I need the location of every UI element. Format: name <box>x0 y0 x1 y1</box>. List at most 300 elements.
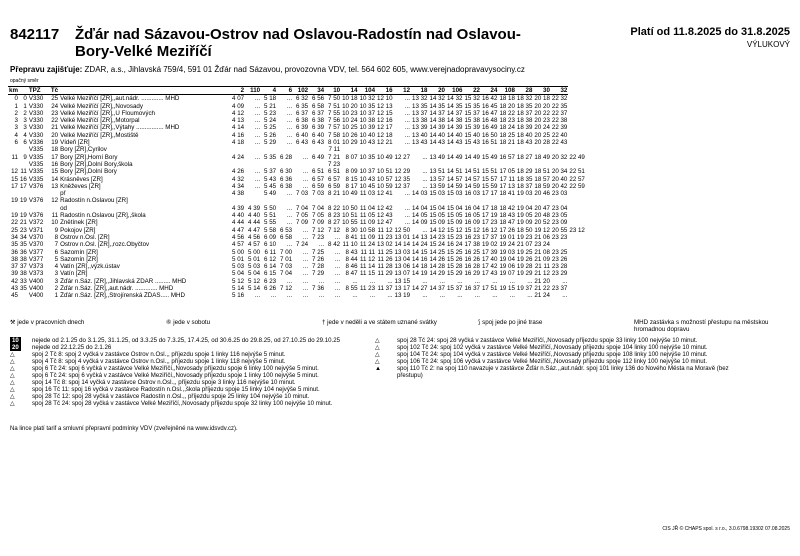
time-cell: 18 21 <box>499 139 515 147</box>
km-cell: 39 <box>11 270 18 278</box>
stop-name: Znětínek [ZR] <box>60 219 98 227</box>
time-cell: 21 12 <box>534 270 550 278</box>
time-cell: 6 58 <box>312 102 325 110</box>
time-cell: 18 39 <box>516 124 533 132</box>
km-opposite-cell <box>19 190 28 197</box>
time-cell: 18 29 <box>516 168 533 176</box>
time-cell: ... <box>334 277 341 285</box>
time-cell: 19 25 <box>516 248 533 256</box>
stop-number-cell <box>50 205 59 212</box>
time-cell: 6 38 <box>296 117 309 125</box>
time-cell: ... <box>422 182 428 190</box>
time-cell: 19 01 <box>499 233 515 241</box>
time-cell: 16 03 <box>464 190 480 198</box>
tpz-cell: V330 <box>28 131 44 139</box>
stop-name: Ostrov n.Osl. [ZR] <box>60 233 110 241</box>
note-symbol: △ <box>375 337 380 344</box>
time-cell: 17 51 <box>481 285 498 293</box>
time-cell: 11 12 <box>377 226 393 234</box>
time-cell: 5 14 <box>248 285 261 293</box>
time-cell: 17 17 <box>481 190 498 198</box>
time-cell: 13 03 <box>394 248 411 256</box>
time-cell: 7 04 <box>280 270 293 278</box>
time-cell: 20 22 <box>534 109 550 117</box>
time-cell: 5 29 <box>264 139 277 147</box>
time-cell: 7 12 <box>312 226 325 234</box>
time-cell: 5 12 <box>248 277 261 285</box>
time-cell: 20 34 <box>551 168 568 176</box>
time-cell: 5 37 <box>264 168 277 176</box>
time-cell: 18 25 <box>499 131 515 139</box>
time-cell: 10 45 <box>359 182 376 190</box>
time-cell <box>245 197 261 204</box>
time-cell: 19 02 <box>481 241 498 249</box>
stop-number-cell: 5 <box>54 255 59 263</box>
time-cell: 6 58 <box>280 233 293 241</box>
table-row <box>8 176 586 183</box>
time-cell: 7 29 <box>312 270 325 278</box>
time-cell: ... <box>286 131 293 139</box>
time-cell: 16 23 <box>464 233 480 241</box>
time-cell: 11 09 <box>360 219 376 227</box>
time-cell: 22 38 <box>551 117 568 125</box>
time-cell: 22 51 <box>569 168 585 176</box>
time-cell: 16 48 <box>481 117 498 125</box>
stop-name: Krásněves [ZR] <box>60 175 103 183</box>
time-cell: 6 15 <box>264 270 277 278</box>
stop-name: Radostín n.Oslavou [ZR] <box>60 197 128 205</box>
time-cell: 17 19 <box>481 212 498 220</box>
time-cell: 15 38 <box>464 117 480 125</box>
km-cell <box>8 146 19 153</box>
time-cell: ... <box>562 277 568 285</box>
time-cell: ... <box>286 241 293 249</box>
km-opposite-cell: 0 <box>23 95 27 103</box>
carrier-info <box>10 65 525 74</box>
time-cell: 16 24 <box>446 241 463 249</box>
time-cell: ... <box>254 139 261 147</box>
stop-name: Ostrov n.Osl. [ZR],,rozc.Obyčtov <box>60 241 150 249</box>
time-cell: 6 39 <box>296 124 309 132</box>
stop-number-cell: 3 <box>54 277 59 285</box>
time-cell: ... <box>422 168 428 176</box>
legend-item <box>478 319 634 333</box>
time-cell: 14 39 <box>429 124 445 132</box>
time-cell: 5 03 <box>232 263 245 271</box>
time-cell: 16 09 <box>464 219 480 227</box>
column-header: km <box>9 87 18 94</box>
legend-symbol: ⚒ <box>10 319 16 326</box>
column-header: TPZ <box>28 87 50 95</box>
table-row <box>8 161 586 168</box>
time-cell: 22 49 <box>569 153 585 161</box>
km-cell: 1 <box>14 102 18 110</box>
time-cell: ... <box>457 277 463 285</box>
km-opposite-cell: 35 <box>19 285 27 293</box>
stop-number-cell: 7 <box>54 241 59 249</box>
note-symbol: △ <box>10 400 15 407</box>
time-cell: ... <box>369 277 376 285</box>
time-cell: 17 23 <box>481 219 498 227</box>
table-row <box>8 278 586 285</box>
time-cell: 16 51 <box>481 139 498 147</box>
time-cell: 18 35 <box>516 102 533 110</box>
time-cell: 7 03 <box>296 190 309 198</box>
stop-number-cell: 23 <box>51 109 59 117</box>
km-cell: 43 <box>11 285 18 293</box>
time-cell: 10 37 <box>359 109 376 117</box>
time-cell: 23 05 <box>551 212 568 220</box>
time-cell: 15 51 <box>481 168 498 176</box>
time-cell: 6 59 <box>312 182 325 190</box>
time-cell: 7 58 <box>328 131 341 139</box>
column-header: 108 <box>498 87 515 95</box>
time-cell: 11 23 <box>377 233 393 241</box>
time-cell: ... <box>302 292 309 300</box>
time-cell: 5 16 <box>232 292 245 300</box>
km-opposite-cell: 16 <box>19 175 27 183</box>
km-cell: 0 <box>14 95 18 103</box>
time-cell: 10 20 <box>342 102 358 110</box>
tpz-cell: V376 <box>28 197 44 205</box>
time-cell: 18 42 <box>499 204 515 212</box>
time-cell <box>261 197 277 204</box>
time-cell: 6 36 <box>280 175 293 183</box>
stop-name: Vatín [ZR] <box>60 270 88 278</box>
table-row <box>8 197 586 204</box>
time-cell: 12 50 <box>394 226 411 234</box>
stop-name: Vídeň [ZR] <box>60 139 90 147</box>
time-cell: 10 51 <box>377 168 393 176</box>
time-cell <box>229 197 245 204</box>
time-cell: 7 57 <box>328 124 341 132</box>
time-cell: 5 58 <box>264 226 277 234</box>
tpz-cell: V376 <box>28 182 44 190</box>
time-cell: 19 12 <box>534 226 550 234</box>
time-cell: 12 16 <box>377 117 393 125</box>
time-cell: 8 21 <box>328 190 341 198</box>
time-cell: 5 55 <box>264 219 277 227</box>
time-cell: 10 38 <box>359 117 376 125</box>
time-cell: 8 07 <box>345 153 358 161</box>
stop-name: Bory [ZR],Dolní Bory,škola <box>60 160 133 168</box>
time-cell: 7 26 <box>312 255 325 263</box>
time-cell: 15 23 <box>446 233 463 241</box>
time-cell: ... <box>286 102 293 110</box>
time-cell: 22 40 <box>551 131 568 139</box>
notes-left-column <box>10 337 380 407</box>
legend-item <box>634 319 790 333</box>
km-opposite-cell <box>19 292 28 299</box>
time-cell: 4 47 <box>232 226 245 234</box>
column-header: 104 <box>359 87 376 95</box>
time-cell: 14 04 <box>412 204 428 212</box>
table-row <box>8 263 586 270</box>
time-cell: 15 24 <box>429 241 445 249</box>
note-item <box>375 358 745 365</box>
time-cell: 23 29 <box>551 270 568 278</box>
legend-symbol: † <box>322 319 326 326</box>
time-cell: ... <box>286 219 293 227</box>
time-cell: 5 00 <box>248 248 261 256</box>
km-opposite-cell: 17 <box>19 182 27 190</box>
note-symbol: ▲ <box>375 365 382 372</box>
km-cell <box>8 161 19 168</box>
column-header: Tč <box>50 87 59 94</box>
time-cell: 6 32 <box>296 95 309 103</box>
time-cell: 19 04 <box>499 255 515 263</box>
time-cell: 19 06 <box>499 263 515 271</box>
time-cell: 14 16 <box>412 255 428 263</box>
time-cell: ... <box>270 292 277 300</box>
legend <box>10 319 790 333</box>
stop-name: Velké Meziříčí [ZR],,Mostiště <box>60 131 139 139</box>
time-cell: ... <box>286 204 293 212</box>
stop-name: Sazomín [ZR] <box>60 248 98 256</box>
time-cell: 6 40 <box>312 131 325 139</box>
stop-number-cell: 12 <box>51 197 59 205</box>
time-cell: 14 24 <box>412 241 428 249</box>
note-text: spoj 2 Tč 8: spoj 2 vyčká v zastávce Ostrov n.Osl.,, příjezdu spoje 1 linky 116 nejvýše 5 minut. <box>32 351 286 358</box>
tpz-cell: V377 <box>28 248 44 256</box>
time-cell: 5 35 <box>264 153 277 161</box>
time-cell: 20 40 <box>551 175 568 183</box>
time-cell: 5 04 <box>232 270 245 278</box>
table-row <box>8 234 586 241</box>
time-cell <box>429 197 446 204</box>
time-cell: ... <box>302 285 309 293</box>
note-text: spoj 16 Tč 11: spoj 16 vyčká v zastávce Radostín n.Osl.,,škola příjezdu spoje 15 linky 104 nejvýše 5 minut. <box>32 386 320 393</box>
time-cell: ... <box>334 248 341 256</box>
tpz-cell: V373 <box>28 263 44 271</box>
time-cell: 13 49 <box>429 153 445 161</box>
time-cell: 22 57 <box>569 175 585 183</box>
note-item <box>375 337 745 344</box>
note-text: spoj 4 Tč 8: spoj 4 vyčká v zastávce Ostrov n.Osl.,, příjezdu spoje 1 linky 118 nejvýše 5 minut. <box>32 358 286 365</box>
time-cell: 10 35 <box>359 153 376 161</box>
time-cell: 12 42 <box>377 204 393 212</box>
time-cell: ... <box>509 292 515 300</box>
km-opposite-cell: 3 <box>23 124 27 132</box>
time-cell: ... <box>334 263 341 271</box>
time-cell: 6 43 <box>312 139 325 147</box>
stop-number-cell: 3 <box>54 270 59 278</box>
time-cell: 11 09 <box>360 233 376 241</box>
time-cell <box>325 197 341 204</box>
timetable <box>8 86 586 300</box>
time-cell: 15 57 <box>481 175 498 183</box>
table-row <box>8 154 586 161</box>
time-cell <box>229 146 245 153</box>
time-cell: 17 13 <box>499 182 515 190</box>
time-cell: 4 57 <box>248 241 261 249</box>
note-text: spoj 6 Tč 24: spoj 6 vyčká v zastávce Velké Meziříčí,,Novosady příjezdu spoje 6 linky 100 nejvýše 5 minut. <box>32 365 319 372</box>
time-cell: 13 57 <box>429 175 445 183</box>
time-cell: 5 00 <box>232 248 245 256</box>
stop-number-cell: 18 <box>51 146 59 154</box>
time-cell: 16 49 <box>481 124 498 132</box>
stop-number-cell: 10 <box>51 219 59 227</box>
time-cell: 10 32 <box>359 95 376 103</box>
time-cell: 19 09 <box>516 219 533 227</box>
time-cell: ... <box>302 226 309 234</box>
time-cell: 17 11 <box>499 175 515 183</box>
time-cell: 14 51 <box>446 168 463 176</box>
time-cell: 4 56 <box>232 233 245 241</box>
time-cell: 11 25 <box>377 248 393 256</box>
time-cell: 18 27 <box>516 153 533 161</box>
legend-symbol: ⑥ <box>166 319 172 326</box>
time-cell: 13 32 <box>412 95 428 103</box>
stop-name: Žďár n.Sáz. [ZR],,Strojírenská ŽĎAS..... MHD <box>60 292 185 300</box>
time-cell: 11 10 <box>342 241 358 249</box>
time-cell: 14 38 <box>446 117 463 125</box>
km-cell: 19 <box>11 212 18 220</box>
tpz-cell: V330 <box>28 95 44 103</box>
time-cell: 12 27 <box>394 153 411 161</box>
tpz-cell: V372 <box>28 219 44 227</box>
stop-name: Velké Meziříčí [ZR],,Výtahy ................ MHD <box>60 124 180 132</box>
km-opposite-cell: 35 <box>19 241 27 249</box>
time-cell: 14 57 <box>446 175 463 183</box>
time-cell: 21 08 <box>534 248 550 256</box>
time-cell: 8 09 <box>345 168 358 176</box>
time-cell: 14 38 <box>429 117 445 125</box>
time-cell: 8 44 <box>345 255 358 263</box>
km-opposite-cell: 6 <box>23 139 27 147</box>
table-row <box>8 249 586 256</box>
stop-number-cell: 17 <box>51 153 59 161</box>
stop-name: Radostín n.Oslavou [ZR],,škola <box>60 212 146 220</box>
time-cell: 15 39 <box>464 124 480 132</box>
time-cell: 7 24 <box>296 241 309 249</box>
time-cell: 10 25 <box>342 124 358 132</box>
time-cell: ... <box>318 277 325 285</box>
time-cell: ... <box>334 255 341 263</box>
time-cell: 22 39 <box>551 124 568 132</box>
km-cell: 34 <box>11 233 18 241</box>
time-cell: ... <box>527 292 533 300</box>
time-cell <box>533 146 550 153</box>
time-cell: 14 59 <box>464 182 480 190</box>
legend-text: jede v neděli a ve státem uznané svátky <box>325 319 437 326</box>
time-cell: 10 43 <box>359 139 376 147</box>
time-cell: 5 45 <box>264 182 277 190</box>
time-cell: 11 28 <box>377 263 393 271</box>
note-item <box>10 337 380 344</box>
time-cell: 15 29 <box>446 270 463 278</box>
legend-text: jede v pracovních dnech <box>15 319 85 326</box>
time-cell: 6 09 <box>264 233 277 241</box>
column-header: 12 <box>394 87 411 95</box>
time-cell: ... <box>422 277 428 285</box>
table-row <box>8 241 586 248</box>
time-cell <box>411 146 428 153</box>
stop-number-cell: 9 <box>54 226 59 234</box>
stop-name: Kněževes [ZR] <box>60 182 101 190</box>
time-cell: 13 59 <box>429 182 445 190</box>
stop-name: Vatín [ZR],,výzk.ústav <box>60 263 120 271</box>
time-cell: 4 39 <box>248 204 261 212</box>
time-cell <box>498 161 515 168</box>
column-header: 106 <box>446 87 463 95</box>
time-cell <box>277 146 293 153</box>
time-cell: 15 05 <box>446 212 463 220</box>
time-cell: 5 23 <box>264 109 277 117</box>
time-cell: 18 37 <box>516 182 533 190</box>
column-header: 28 <box>516 87 533 95</box>
time-cell: ... <box>286 292 293 300</box>
note-symbol: △ <box>10 393 15 400</box>
note-code-badge: 10 <box>12 337 19 344</box>
time-cell: ... <box>352 292 358 300</box>
km-cell: 11 <box>11 153 18 161</box>
time-cell: ... <box>254 131 261 139</box>
time-cell: 17 05 <box>499 168 515 176</box>
time-cell: ... <box>254 102 261 110</box>
time-cell: ... <box>302 233 309 241</box>
table-row <box>8 212 586 219</box>
legend-symbol: ⟆ <box>478 319 481 326</box>
time-cell: 8 55 <box>345 285 358 293</box>
time-cell: 7 03 <box>280 263 293 271</box>
table-row <box>8 124 586 131</box>
time-cell <box>463 146 480 153</box>
note-symbol: △ <box>375 344 380 351</box>
time-cell: 15 12 <box>464 226 480 234</box>
time-cell: 5 26 <box>264 131 277 139</box>
km-cell: 3 <box>14 124 18 132</box>
time-cell: 14 27 <box>412 285 428 293</box>
table-row <box>8 292 586 299</box>
stop-number-cell: 24 <box>51 102 59 110</box>
time-cell: ... <box>492 277 498 285</box>
legend-text: zastávka s možností přestupu na městskou hromadnou dopravu <box>634 319 769 334</box>
time-cell: ... <box>404 219 411 227</box>
time-cell: 6 59 <box>328 182 341 190</box>
time-cell: 13 01 <box>394 233 411 241</box>
table-row <box>8 117 586 124</box>
note-symbol: △ <box>10 386 15 393</box>
stop-number-cell: 14 <box>51 175 59 183</box>
time-cell: 14 40 <box>446 131 463 139</box>
time-cell: 15 40 <box>464 131 480 139</box>
time-cell: 13 15 <box>394 277 411 285</box>
note-symbol: △ <box>375 358 380 365</box>
time-cell: 11 29 <box>377 270 393 278</box>
time-cell: 13 39 <box>412 124 428 132</box>
column-header: 16 <box>376 87 393 95</box>
time-cell: 7 09 <box>296 219 309 227</box>
note-item <box>10 393 380 400</box>
time-cell: 13 06 <box>394 263 411 271</box>
time-cell: 4 32 <box>232 175 245 183</box>
time-cell: 15 59 <box>481 182 498 190</box>
km-cell: 22 <box>11 219 18 227</box>
time-cell: 21 11 <box>534 263 550 271</box>
time-cell: 14 40 <box>429 131 445 139</box>
time-cell: 14 12 <box>429 226 445 234</box>
time-cell: 15 26 <box>446 255 463 263</box>
time-cell <box>498 146 515 153</box>
time-cell: ... <box>286 95 293 103</box>
time-cell: 19 28 <box>516 263 533 271</box>
time-cell: 12 21 <box>377 139 393 147</box>
timetable-variant: VÝLUKOVÝ <box>746 40 790 49</box>
km-cell: 12 <box>11 168 18 176</box>
time-cell: ... <box>404 117 411 125</box>
time-cell: 4 09 <box>232 102 245 110</box>
